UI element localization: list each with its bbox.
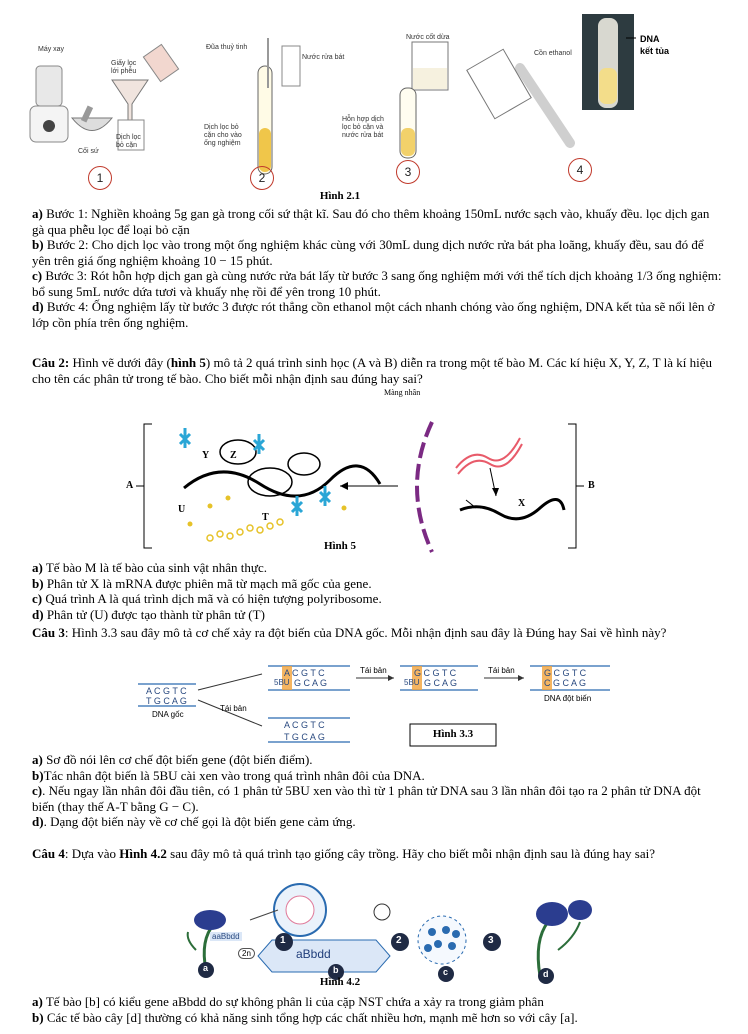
- label-glass-rod: Đũa thuỷ tinh: [206, 44, 248, 51]
- step-number-3: 3: [396, 160, 420, 184]
- blender-icon: [30, 66, 68, 142]
- figure-2-1-illustration: [0, 8, 748, 198]
- r3-bottom: C G C A G: [544, 678, 587, 688]
- label-aBbdd: aBbdd: [296, 947, 331, 961]
- label-5bu-2: 5BU: [404, 678, 420, 687]
- question-1-items: [32, 206, 722, 330]
- step-number-2: 2: [250, 166, 274, 190]
- label-mixture: Hỗn hợp dịch lọc bỏ cặn và nước rửa bát: [342, 116, 384, 139]
- strand-bottom: T G C A G: [146, 696, 187, 706]
- figure-2-1: [0, 8, 748, 202]
- label-mortar: Cối sứ: [78, 148, 99, 155]
- step-2: 2: [396, 935, 402, 946]
- ethanol-beaker-icon: [467, 49, 570, 143]
- list-item: a) Bước 1: Nghiền khoảng 5g gan gà trong cối sứ thật kĩ. Sau đó cho thêm khoảng 150mL nước sạch vào, khuấy đều. lọc dịch gan gà qua phễu lọc để loại bỏ cặn: [32, 206, 710, 237]
- figure-4-2-illustration: [0, 880, 748, 990]
- label-blender: Máy xay: [38, 46, 65, 53]
- question-2: Câu 2: Hình vẽ dưới đây (hình 5) mô tả 2 quá trình sinh học (A và B) diễn ra trong một tế bào M. Các kí hiệu X, Y, Z, T là kí hiệu cho tên các phân tử trong tế bào. Cho biết mỗi nhận định sau đúng hay sai?: [32, 355, 712, 386]
- label-dish-soap: Nước rửa bát: [302, 54, 345, 61]
- label-nuclear-membrane: Màng nhân: [384, 388, 421, 397]
- question-3: Câu 3: Hình 3.3 sau đây mô tả cơ chế xảy ra đột biến của DNA gốc. Mỗi nhận định sau đây là Đúng hay Sai về hình này?: [32, 625, 667, 640]
- label-tai-ban-2: Tái bản: [360, 666, 387, 675]
- label-aaBbdd: aaBbdd: [212, 932, 240, 941]
- dna-precipitate-photo: [582, 14, 636, 110]
- list-item: b)Tác nhân đột biến là 5BU cài xen vào trong quá trình nhân đôi của DNA.: [32, 767, 425, 783]
- label-2n: 2n: [238, 948, 255, 959]
- list-item: b) Các tế bào cây [d] thường có khả năng sinh tổng hợp các chất nhiều hơn, mạnh mẽ hơn so với cây [a].: [32, 1009, 578, 1025]
- label-tai-ban-1: Tái bản: [220, 704, 247, 713]
- caption-figure-5: Hình 5: [323, 540, 357, 552]
- r4-top: A C G T C: [284, 720, 325, 730]
- list-item: a) Sơ đồ nói lên cơ chế đột biến gene (đột biến điểm).: [32, 752, 313, 767]
- label-c: c: [443, 967, 449, 977]
- r3-top: G C G T C: [544, 668, 587, 678]
- figure-5: [0, 388, 748, 558]
- list-item: c) Quá trình A là quá trình dịch mã và có hiện tượng polyribosome.: [32, 591, 382, 606]
- beaker-icon: [400, 42, 448, 158]
- question-4-items: [32, 994, 722, 1025]
- r2-bottom: G C A G: [424, 678, 458, 688]
- figure-3-3: [0, 660, 748, 750]
- caption-figure-2-1: Hình 2.1: [319, 190, 361, 202]
- label-dna-goc: DNA gốc: [152, 710, 184, 719]
- list-item: c). Nếu ngay lần nhân đôi đầu tiên, có 1 phân tử 5BU xen vào thì từ 1 phân tử DNA sau 3 lần nhân đôi tạo ra 2 phân tử DNA đột biến (thay thế A-T bằng G − C).: [32, 783, 701, 814]
- r4-bottom: T G C A G: [284, 732, 325, 742]
- list-item: b) Phân tử X là mRNA được phiên mã từ mạch mã gốc của gene.: [32, 575, 372, 591]
- label-5bu-1: 5BU: [274, 678, 290, 687]
- r2-top: G C G T C: [414, 668, 457, 678]
- step-number-4: 4: [568, 158, 592, 182]
- label-dna-dot-bien: DNA đột biến: [544, 694, 592, 703]
- step-number-1: 1: [88, 166, 112, 190]
- r1-top: A C G T C: [284, 668, 325, 678]
- question-3-items: [32, 752, 722, 830]
- caption-figure-4-2: Hình 4.2: [319, 976, 361, 988]
- strand-top: A C G T C: [146, 686, 187, 696]
- list-item: a) Tế bào M là tế bào của sinh vật nhân thực.: [32, 560, 267, 575]
- question-2-items: [32, 560, 722, 622]
- caption-figure-3-3: Hình 3.3: [432, 728, 474, 740]
- label-Z: Z: [230, 450, 237, 461]
- label-b: b: [333, 965, 339, 975]
- label-filter-paper: Giấy lọc lới phễu: [111, 60, 137, 75]
- list-item: a) Tế bào [b] có kiểu gene aBbdd do sự không phân li của cặp NST chứa a xảy ra trong giảm phân: [32, 994, 544, 1009]
- label-T: T: [262, 512, 269, 523]
- list-item: c) Bước 3: Rót hỗn hợp dịch gan gà cùng nước rửa bát lấy từ bước 3 sang ống nghiệm mới với thể tích dịch khoảng 1/3 ống nghiệm: bổ sung 5mL nước dứa tươi và khuấy nhẹ rồi để yên trong 10 phút.: [32, 268, 722, 299]
- label-X: X: [518, 498, 526, 509]
- label-a: a: [203, 963, 209, 973]
- list-item: d) Phân tử (U) được tạo thành từ phân tử (T): [32, 606, 265, 622]
- figure-5-illustration: [0, 388, 748, 558]
- figure-4-2: [0, 880, 748, 990]
- label-U: U: [178, 504, 186, 515]
- test-tube-icon: [258, 38, 300, 174]
- label-B: B: [588, 480, 595, 491]
- label-dna: DNA: [640, 34, 660, 44]
- label-precipitate: kết tủa: [640, 46, 670, 56]
- label-tai-ban-3: Tái bản: [488, 666, 515, 675]
- step-1: 1: [280, 935, 286, 946]
- label-d: d: [543, 969, 549, 979]
- label-Y: Y: [202, 450, 210, 461]
- label-filtrate: Dịch lọc bỏ cặn: [116, 134, 141, 149]
- list-item: d). Dạng đột biến này về cơ chế gọi là đột biến gene cảm ứng.: [32, 814, 356, 829]
- label-ethanol: Cồn ethanol: [534, 50, 572, 57]
- label-A: A: [126, 480, 134, 491]
- step-3: 3: [488, 935, 494, 946]
- label-filtrate-tube: Dịch lọc bỏ cặn cho vào ống nghiệm: [204, 124, 242, 147]
- list-item: d) Bước 4: Ống nghiệm lấy từ bước 3 được rót thẳng cồn ethanol một cách nhanh chóng vào ống nghiệm, DNA kết tủa sẽ nổi lên ở lớp cồn phía trên ống nghiệm.: [32, 299, 715, 330]
- r1-bottom: G C A G: [294, 678, 328, 688]
- question-4: Câu 4: Dựa vào Hình 4.2 sau đây mô tả quá trình tạo giống cây trồng. Hãy cho biết mỗi nhận định sau là đúng hay sai?: [32, 846, 656, 861]
- label-coconut: Nước cốt dừa: [406, 34, 450, 41]
- list-item: b) Bước 2: Cho dịch lọc vào trong một ống nghiệm khác cùng với 30mL dung dịch nước rửa bát pha loãng, khuấy đều, sau đó để yên trên giá ống nghiệm khoảng 10 − 15 phút.: [32, 237, 704, 268]
- mortar-icon: [72, 105, 112, 130]
